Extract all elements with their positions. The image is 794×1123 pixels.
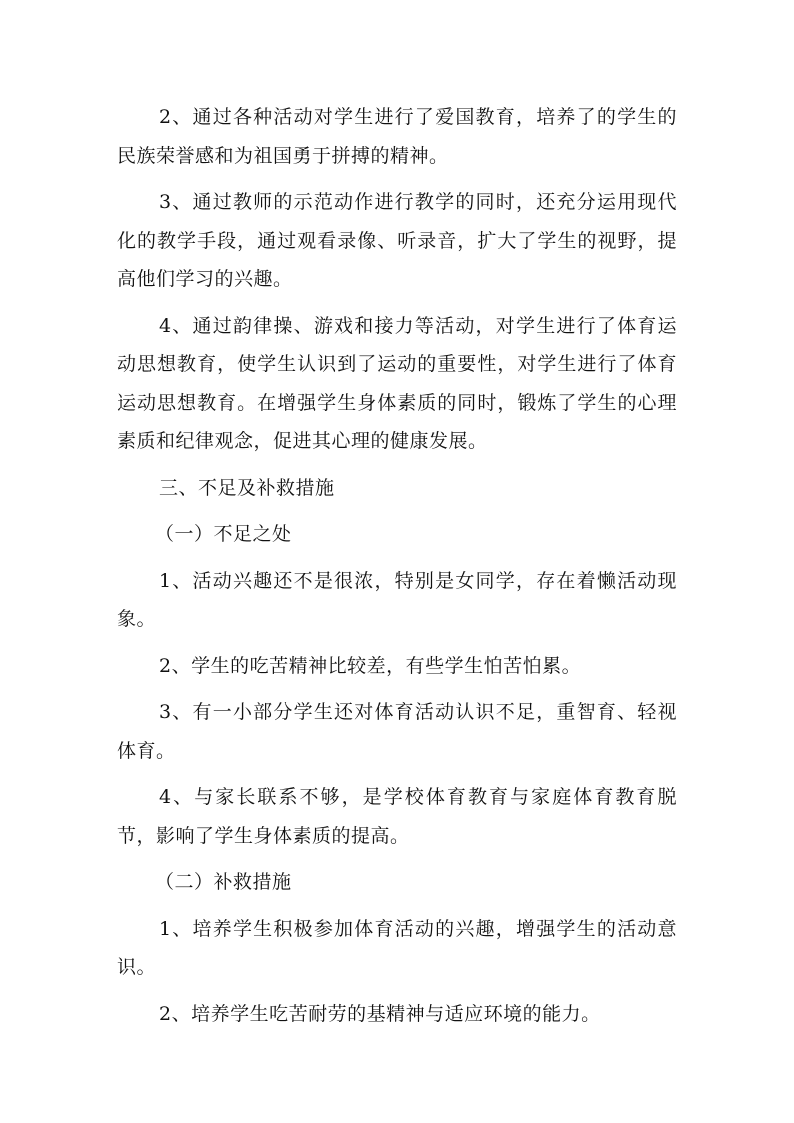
paragraph-3: 3、通过教师的示范动作进行教学的同时，还充分运用现代化的教学手段，通过观看录像、听录音，扩大了学生的视野，提高他们学习的兴趣。 (117, 191, 677, 290)
subsection-title-shortcomings: （一）不足之处 (155, 523, 292, 545)
subsection-title-remedies: （二）补救措施 (155, 871, 292, 893)
section-heading: 三、不足及补救措施 (159, 476, 335, 499)
shortcoming-item-3: 3、有一小部分学生还对体育活动认识不足，重智育、轻视体育。 (117, 701, 677, 762)
paragraph-2: 2、通过各种活动对学生进行了爱国教育，培养了的学生的民族荣誉感和为祖国勇于拼搏的精神。 (117, 106, 677, 167)
paragraph-4: 4、通过韵律操、游戏和接力等活动，对学生进行了体育运动思想教育，使学生认识到了运动的重要性，对学生进行了体育运动思想教育。在增强学生身体素质的同时，锻炼了学生的心理素质和纪律观念，促进其心理的健康发展。 (117, 314, 677, 452)
shortcoming-item-4: 4、与家长联系不够，是学校体育教育与家庭体育教育脱节，影响了学生身体素质的提高。 (117, 786, 677, 847)
document-body (117, 98, 677, 1041)
remedy-item-2: 2、培养学生吃苦耐劳的基精神与适应环境的能力。 (159, 1002, 601, 1025)
shortcoming-item-1: 1、活动兴趣还不是很浓，特别是女同学，存在着懒活动现象。 (117, 569, 677, 630)
shortcoming-item-2: 2、学生的吃苦精神比较差，有些学生怕苦怕累。 (159, 654, 582, 677)
remedy-item-1: 1、培养学生积极参加体育活动的兴趣，增强学生的活动意识。 (117, 917, 677, 978)
